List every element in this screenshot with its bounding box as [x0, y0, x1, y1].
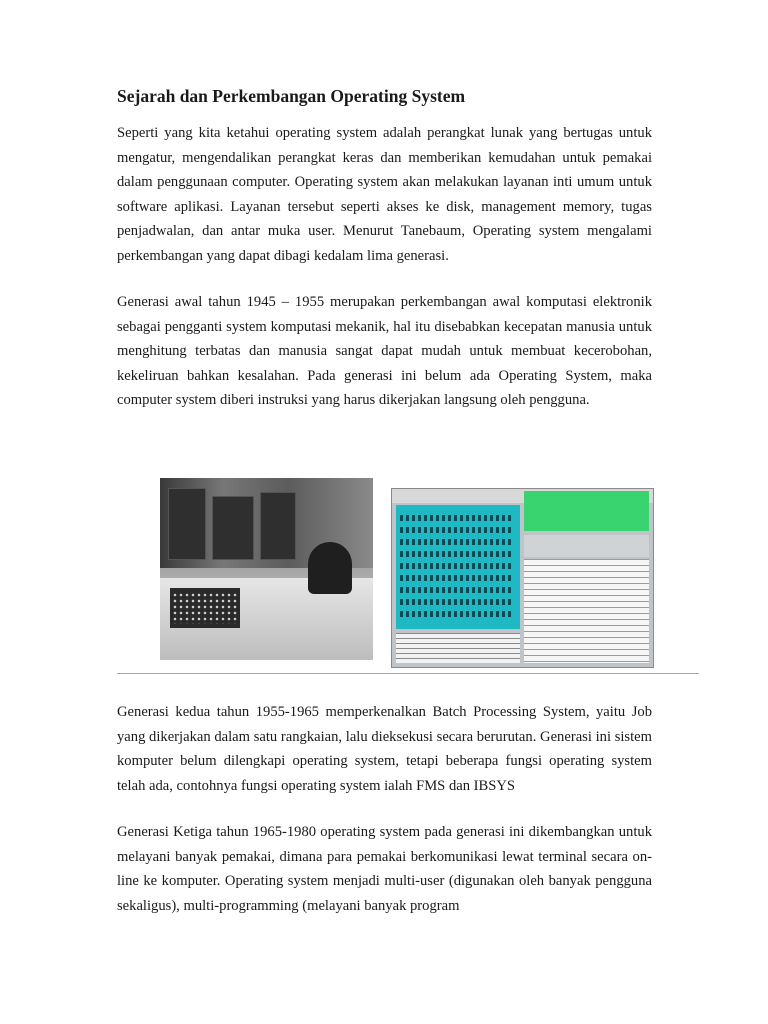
- paragraph-second-generation: Generasi kedua tahun 1955-1965 memperkenalkan Batch Processing System, yaitu Job yang dikerjakan dalam satu rangkaian, lalu dieksekusi secara berurutan. Generasi ini sistem komputer belum dilengkapi operating system, tetapi beberapa fungsi operating system telah ada, contohnya fungsi operating system ialah FMS dan IBSYS: [117, 704, 652, 794]
- paragraph-first-generation: Generasi awal tahun 1945 – 1955 merupakan perkembangan awal komputasi elektronik sebagai pengganti system komputasi mekanik, hal itu disebabkan kecepatan manusia untuk menghitung terbatas dan manusia sangat dapat mudah untuk membuat kecerobohan, kekeliruan bahkan kesalahan. Pada generasi ini belum ada Operating System, maka computer system diberi instruksi yang harus dikerjakan langsung oleh pengguna.: [117, 294, 652, 409]
- os-screenshot: [391, 488, 654, 668]
- horizontal-rule: [117, 673, 699, 674]
- page-title: Sejarah dan Perkembangan Operating System: [117, 86, 466, 106]
- mainframe-photo: [160, 478, 373, 660]
- paragraph-third-generation: Generasi Ketiga tahun 1965-1980 operating system pada generasi ini dikembangkan untuk melayani banyak pemakai, dimana para pemakai berkomunikasi lewat terminal secara on-line ke komputer. Operating system menjadi multi-user (digunakan oleh banyak pengguna sekaligus), multi-programming (melayani banyak program: [117, 824, 652, 914]
- figure-computers: [160, 478, 652, 668]
- paragraph-intro: Seperti yang kita ketahui operating system adalah perangkat lunak yang bertugas untuk mengatur, mengendalikan perangkat keras dan memberikan kemudahan untuk pemakai dalam penggunaan computer. Operating system akan melakukan layanan inti umum untuk software aplikasi. Layanan tersebut seperti akses ke disk, management memory, tugas penjadwalan, dan antar muka user. Menurut Tanebaum, Operating system mengalami perkembangan yang dapat dibagi kedalam lima generasi.: [117, 125, 652, 264]
